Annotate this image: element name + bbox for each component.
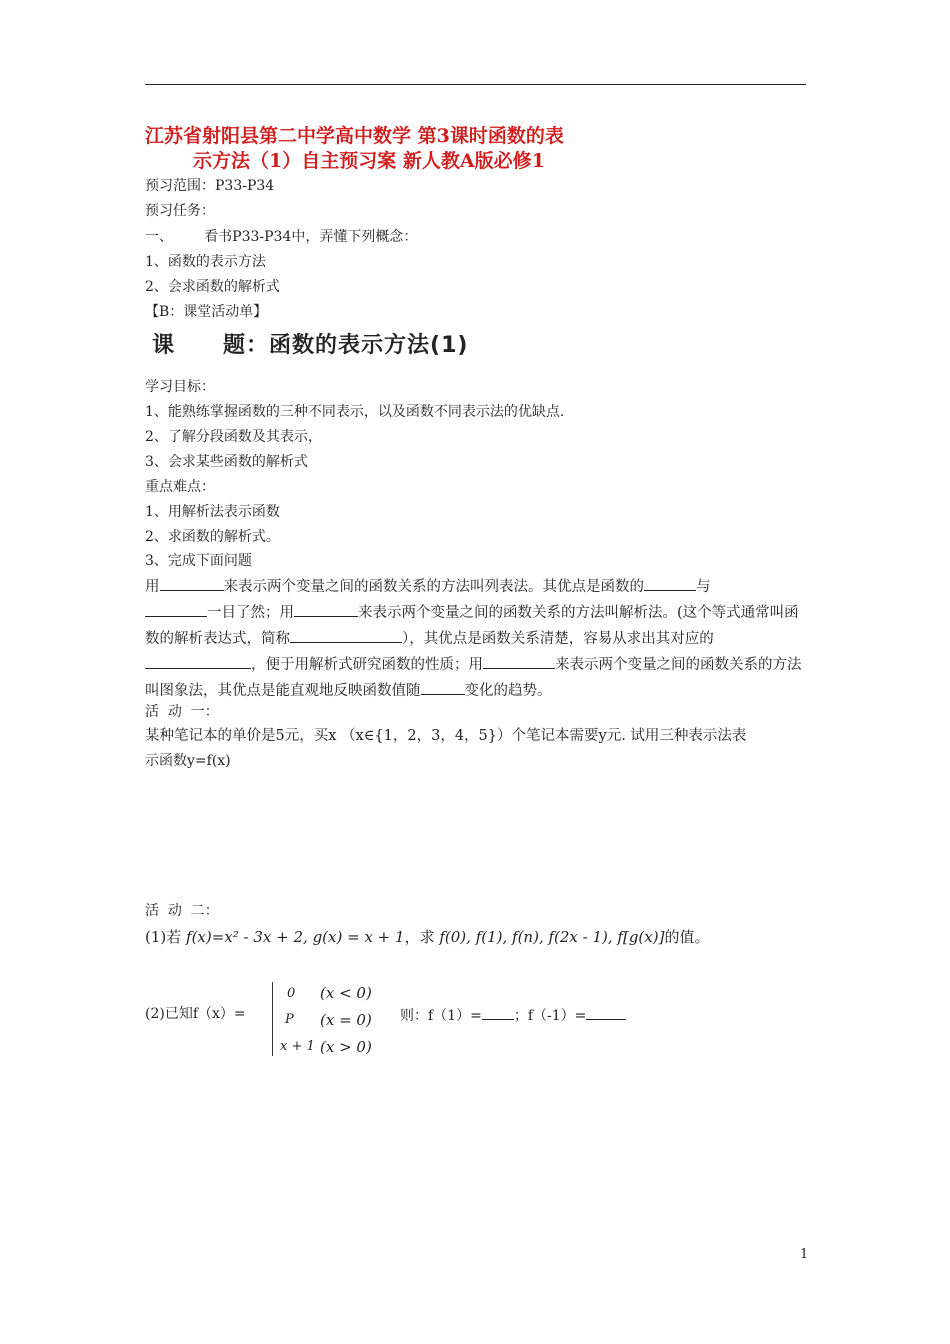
topic-main: 题：函数的表示方法(1) [223, 333, 469, 358]
answer-blank[interactable] [290, 628, 402, 643]
piecewise-brace [272, 982, 275, 1056]
preview-range: 预习范围：P33-P34 [145, 178, 275, 194]
preview-task: 预习任务： [145, 203, 215, 219]
page-number: 1 [800, 1247, 809, 1262]
q1-suffix: 的值。 [664, 928, 710, 946]
q1-function-def: f(x)=x² - 3x + 2, g(x) = x + 1 [186, 928, 405, 946]
lesson-topic [152, 328, 468, 359]
case-1-value: 0 [287, 986, 296, 1001]
case-3-condition: (x > 0) [320, 1038, 372, 1056]
answer-blank[interactable] [644, 576, 696, 591]
answer-blank[interactable] [145, 654, 251, 669]
fill-text: 来表示两个变量之间的函数关系的方法叫列表法。其优点是函数的 [223, 579, 644, 595]
answer-blank[interactable] [421, 680, 465, 695]
answer-blank[interactable] [586, 1005, 626, 1020]
section-b-heading: 【B：课堂活动单】 [145, 304, 268, 320]
question-2-answers [400, 1005, 626, 1025]
key-heading: 重点难点： [145, 479, 215, 495]
question-2-prefix: (2)已知f（x）= [145, 1006, 246, 1022]
q1-values-list: f(0), f(1), f(n), f(2x - 1), f[g(x)] [439, 928, 665, 946]
activity-1-heading: 活 动 一： [145, 704, 219, 720]
fill-in-paragraph [145, 574, 810, 704]
case-2-value: P [285, 1012, 294, 1027]
answer-blank[interactable] [294, 602, 358, 617]
topic-prefix: 课 [152, 333, 176, 358]
case-1-condition: (x < 0) [320, 984, 372, 1002]
header-rule [145, 84, 806, 85]
fill-text: 变化的趋势。 [464, 683, 552, 699]
activity-1-text-cont: 示函数y=f(x) [145, 753, 231, 769]
case-3-value: x + 1 [280, 1039, 315, 1054]
case-2-condition: (x = 0) [320, 1011, 372, 1029]
question-1 [145, 928, 709, 946]
answer-blank[interactable] [483, 654, 555, 669]
q2-then: 则：f（1）= [400, 1008, 482, 1024]
fill-text: 一目了然；用 [207, 605, 294, 621]
concept-2: 2、会求函数的解析式 [145, 279, 280, 295]
goal-1: 1、能熟练掌握函数的三种不同表示，以及函数不同表示法的优缺点. [145, 404, 565, 420]
concept-1: 1、函数的表示方法 [145, 254, 266, 270]
answer-blank[interactable] [160, 576, 224, 591]
fill-text: 用 [145, 579, 160, 595]
fill-text: 来表示两个变量之间的函数关系的方法叫解析法。(这个等式通常叫函数的解析表达式，简称 [145, 605, 799, 647]
key-2: 2、求函数的解析式。 [145, 529, 280, 545]
fill-text: 与 [696, 579, 711, 595]
document-title [145, 124, 806, 174]
goal-3: 3、会求某些函数的解析式 [145, 454, 308, 470]
goals-heading: 学习目标： [145, 379, 215, 395]
activity-1-text: 某种笔记本的单价是5元，买x （x∈{1，2，3，4，5}）个笔记本需要y元. 试用三种表示法表 [145, 728, 747, 744]
title-line-2: 示方法（1）自主预习案 新人教A版必修1 [193, 150, 545, 172]
fill-text: ），其优点是函数关系清楚，容易从求出其对应的 [402, 631, 714, 647]
key-3: 3、完成下面问题 [145, 553, 252, 569]
answer-blank[interactable] [482, 1005, 514, 1020]
q2-sep: ；f（-1）= [513, 1008, 587, 1024]
fill-text: ，便于用解析式研究函数的性质；用 [251, 657, 483, 673]
fill-text: 来表示两个变量之间的函数关系的方法叫图象法，其优点是能直观地反映函数值随 [145, 657, 802, 699]
q1-prefix: (1)若 [145, 928, 182, 946]
answer-blank[interactable] [145, 602, 207, 617]
q1-ask: ，求 [404, 928, 435, 946]
activity-2-heading: 活 动 二： [145, 903, 219, 919]
key-1: 1、用解析法表示函数 [145, 504, 280, 520]
title-line-1: 江苏省射阳县第二中学高中数学 第3课时函数的表 [145, 125, 564, 147]
goal-2: 2、了解分段函数及其表示， [145, 429, 322, 445]
preview-item-one: 一、 看书P33-P34中，弄懂下列概念： [145, 229, 418, 245]
